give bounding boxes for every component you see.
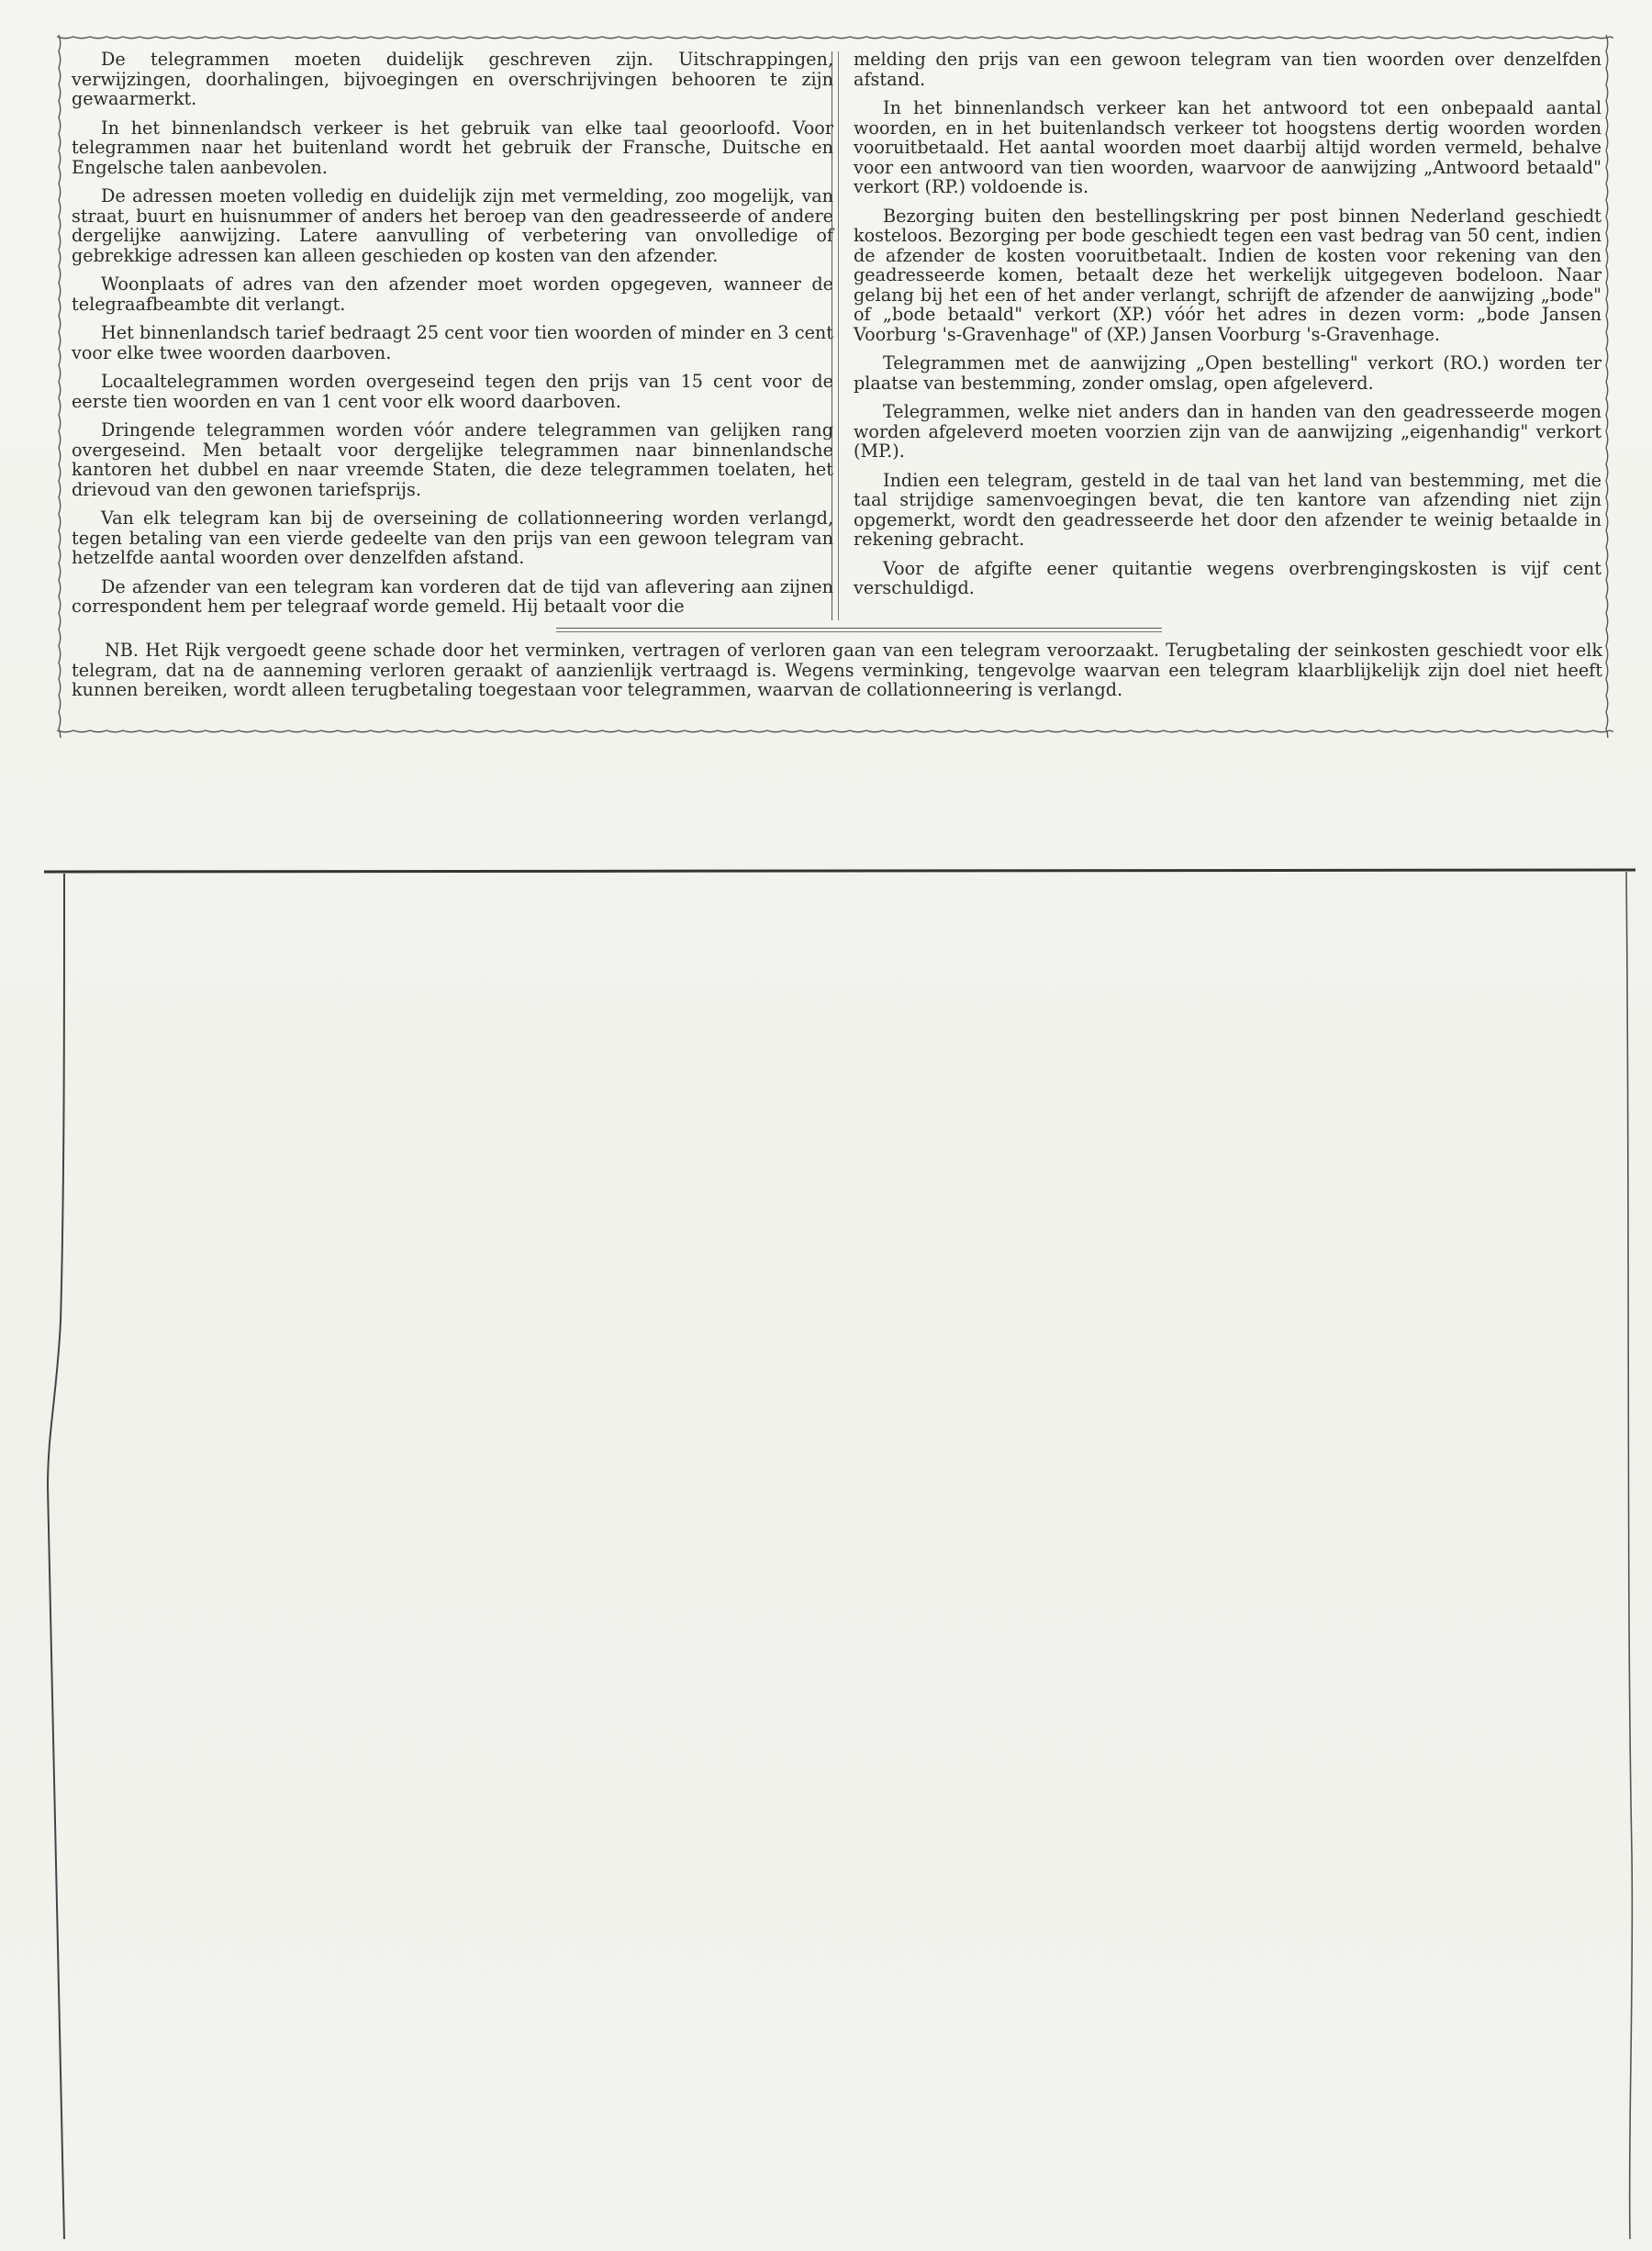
nb-notice <box>72 641 1602 700</box>
paragraph: Het binnenlandsch tarief bedraagt 25 cent voor tien woorden of minder en 3 cent voor elke twee woorden daarboven. <box>72 322 833 363</box>
paragraph: De telegrammen moeten duidelijk geschreven zijn. Uitschrappingen, verwijzingen, doorhalingen, bijvoegingen en overschrijvingen behooren te zijn gewaarmerkt. <box>72 49 833 109</box>
form-right-edge <box>1626 872 1632 2239</box>
paragraph: De adressen moeten volledig en duidelijk zijn met vermelding, zoo mogelijk, van straat, buurt en huisnummer of anders het beroep van den geadresseerde of andere dergelijke aanwijzing. Latere aanvulling of verbetering van onvolledige of gebrekkige adressen kan alleen geschieden op kosten van den afzender. <box>72 185 833 266</box>
paragraph: Van elk telegram kan bij de overseining de collationneering worden verlangd, tegen betaling van een vierde gedeelte van den prijs van een gewoon telegram van hetzelfde aantal woorden over denzelfden afstand. <box>72 507 833 568</box>
paragraph: In het binnenlandsch verkeer kan het antwoord tot een onbepaald aantal woorden, en in het buitenlandsch verkeer tot hoogstens dertig woorden worden vooruitbetaald. Het aantal woorden moet daarbij altijd worden vermeld, behalve voor een antwoord van tien woorden, waarvoor de aanwijzing „Antwoord betaald" verkort (RP.) voldoende is. <box>854 97 1602 197</box>
paragraph: Bezorging buiten den bestellingskring per post binnen Nederland geschiedt kosteloos. Bezorging per bode geschiedt tegen een vast bedrag van 50 cent, indien de afzender de kosten vooruitbetaalt. Indien de kosten voor rekening van den geadresseerde komen, betaalt deze het werkelijk uitgegeven bodeloon. Naar gelang bij het een of het ander verlangt, schrijft de afzender de aanwijzing „bode" of „bode betaald" verkort (XP.) vóór het adres in dezen vorm: „bode Jansen Voorburg 's-Gravenhage" of (XP.) Jansen Voorburg 's-Gravenhage. <box>854 205 1602 345</box>
paragraph: Dringende telegrammen worden vóór andere telegrammen van gelijken rang overgeseind. Men betaalt voor dergelijke telegrammen naar binnenlandsche kantoren het dubbel en naar vreemde Staten, die deze telegrammen toelaten, het drievoud van den gewonen tariefsprijs. <box>72 419 833 500</box>
horizontal-rule <box>556 628 1162 632</box>
paragraph: De afzender van een telegram kan vorderen dat de tijd van aflevering aan zijnen correspondent hem per telegraaf worde gemeld. Hij betaalt voor die <box>72 575 833 617</box>
right-column <box>854 50 1602 607</box>
paragraph: Telegrammen, welke niet anders dan in handen van den geadresseerde mogen worden afgeleverd moeten voorzien zijn van de aanwijzing „eigenhandig" verkort (MP.). <box>854 401 1602 462</box>
instructions-box <box>53 31 1613 738</box>
paragraph: Indien een telegram, gesteld in de taal van het land van bestemming, met die taal strijdige samenvoegingen bevat, die ten kantore van afzending niet zijn opgemerkt, wordt den geadresseerde het door den afzender te weinig betaalde in rekening gebracht. <box>854 469 1602 550</box>
column-divider <box>832 51 839 620</box>
left-column <box>72 50 833 626</box>
form-left-edge <box>48 874 64 2239</box>
paragraph: Locaaltelegrammen worden overgeseind tegen den prijs van 15 cent voor de eerste tien woorden en van 1 cent voor elk woord daarboven. <box>72 371 833 412</box>
paragraph: In het binnenlandsch verkeer is het gebruik van elke taal geoorloofd. Voor telegrammen naar het buitenland wordt het gebruik der Fransche, Duitsche en Engelsche talen aanbevolen. <box>72 117 833 178</box>
paragraph: Woonplaats of adres van den afzender moet worden opgegeven, wanneer de telegraafbeambte dit verlangt. <box>72 273 833 315</box>
blank-form-area <box>0 844 1652 2251</box>
form-top-rule <box>44 870 1635 872</box>
paragraph: melding den prijs van een gewoon telegram van tien woorden over denzelfden afstand. <box>854 49 1602 90</box>
paragraph: Voor de afgifte eener quitantie wegens overbrengingskosten is vijf cent verschuldigd. <box>854 557 1602 598</box>
paragraph: Telegrammen met de aanwijzing „Open bestelling" verkort (RO.) worden ter plaatse van bestemming, zonder omslag, open afgeleverd. <box>854 352 1602 394</box>
nb-text: NB. Het Rijk vergoedt geene schade door het verminken, vertragen of verloren gaan van een telegram veroorzaakt. Terugbetaling der seinkosten geschiedt voor elk telegram, dat na de aanneming verloren geraakt of aanzienlijk vertraagd is. Wegens verminking, tengevolge waarvan een telegram klaarblijkelijk zijn doel niet heeft kunnen bereiken, wordt alleen terugbetaling toegestaan voor telegrammen, waarvan de collationneering is verlangd. <box>72 640 1602 700</box>
